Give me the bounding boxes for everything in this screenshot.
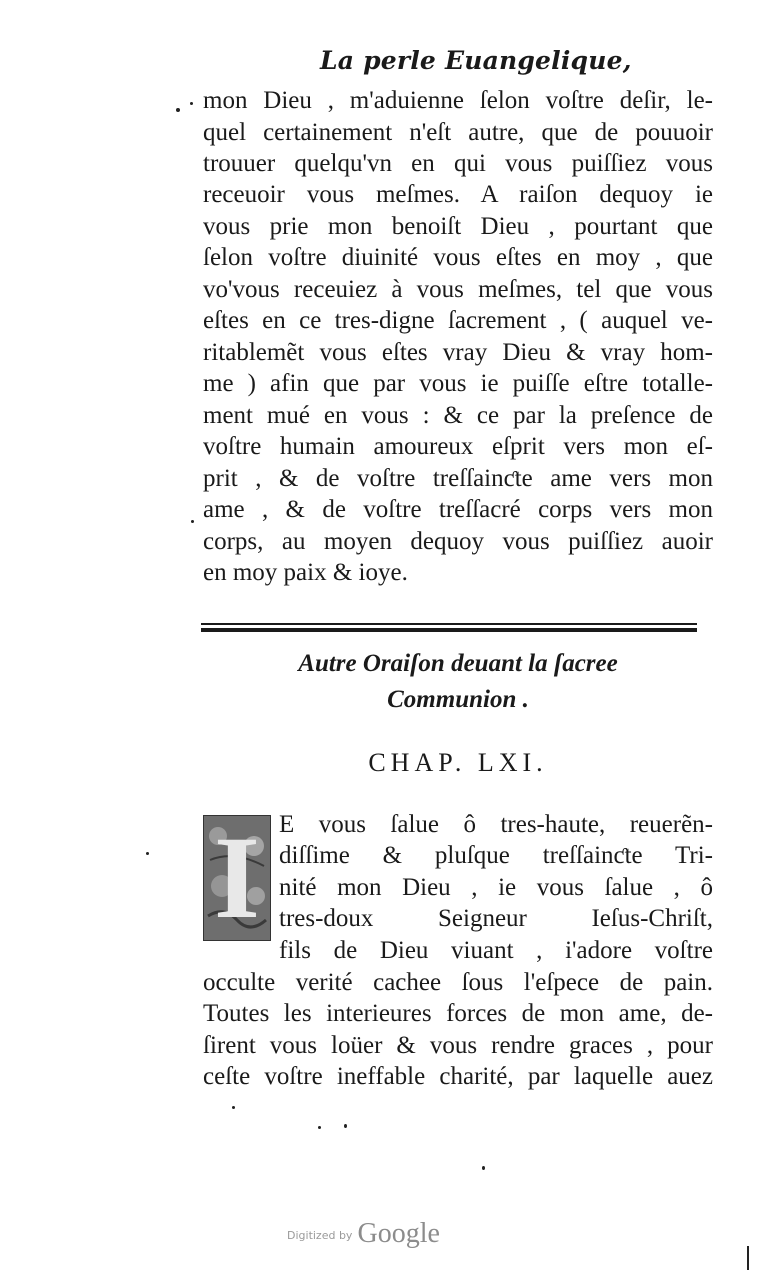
ornamental-initial bbox=[203, 815, 271, 941]
digitization-watermark bbox=[287, 1218, 440, 1250]
section-title-line-1: Autre Oraiſon deuant la ſacree bbox=[298, 650, 618, 677]
drop-cap-letter: I bbox=[214, 815, 260, 941]
text-line: ment mué en vous : & ce par la preſence de bbox=[203, 402, 713, 429]
watermark-prefix: Digitized by bbox=[287, 1229, 353, 1242]
text-line: nité mon Dieu , ie vous ſalue , ô bbox=[279, 874, 713, 901]
text-line: me ) afin que par vous ie puiſſe eſtre totalle- bbox=[203, 370, 713, 397]
text-line: eſtes en ce tres-digne ſacrement , ( auquel ve- bbox=[203, 307, 713, 334]
text-line: quel certainement n'eſt autre, que de pouuoir bbox=[203, 119, 713, 146]
section-divider-thin bbox=[201, 623, 697, 625]
chapter-heading: CHAP. LXI. bbox=[368, 748, 548, 777]
scan-speck bbox=[232, 1106, 235, 1109]
scan-speck bbox=[482, 1166, 485, 1170]
scan-speck bbox=[146, 852, 149, 855]
running-head: La perle Euangelique, bbox=[320, 46, 632, 75]
text-line: fils de Dieu viuant , i'adore voſtre bbox=[279, 937, 713, 964]
text-line: tres-doux Seigneur Ieſus-Chriſt, bbox=[279, 905, 713, 932]
page-edge-mark bbox=[747, 1246, 749, 1270]
text-line: mon Dieu , m'aduienne ſelon voſtre deſir, le- bbox=[203, 87, 713, 114]
scan-speck bbox=[318, 1126, 321, 1129]
scan-speck bbox=[344, 1124, 347, 1128]
text-line: ſelon voſtre diuinité vous eſtes en moy , que bbox=[203, 244, 713, 271]
text-line: ritablemẽt vous eſtes vray Dieu & vray hom- bbox=[203, 339, 713, 366]
text-line: vo'vous receuiez à vous meſmes, tel que vous bbox=[203, 276, 713, 303]
text-line: prit , & de voſtre treſſainƈte ame vers mon bbox=[203, 465, 713, 492]
text-line: corps, au moyen dequoy vous puiſſiez auoir bbox=[203, 528, 713, 555]
section-divider-thick bbox=[201, 628, 697, 632]
watermark-brand: Google bbox=[357, 1218, 440, 1249]
scan-speck bbox=[176, 108, 180, 112]
text-line: diſſime & pluſque treſſainƈte Tri- bbox=[279, 842, 713, 869]
scan-speck bbox=[191, 520, 194, 523]
text-line: voſtre humain amoureux eſprit vers mon eſ- bbox=[203, 433, 713, 460]
text-line: occulte verité cachee ſous l'eſpece de pain. bbox=[203, 969, 713, 996]
text-line: en moy paix & ioye. bbox=[203, 559, 408, 586]
text-line: receuoir vous meſmes. A raiſon dequoy ie bbox=[203, 181, 713, 208]
text-line: trouuer quelqu'vn en qui vous puiſſiez vous bbox=[203, 150, 713, 177]
text-line: ame , & de voſtre treſſacré corps vers mon bbox=[203, 496, 713, 523]
text-line: ceſte voſtre ineffable charité, par laquelle auez bbox=[203, 1063, 713, 1090]
section-title-line-2: Communion . bbox=[387, 686, 529, 713]
scan-speck bbox=[190, 102, 193, 105]
text-line: vous prie mon benoiſt Dieu , pourtant que bbox=[203, 213, 713, 240]
text-line: ſirent vous loüer & vous rendre graces , pour bbox=[203, 1032, 713, 1059]
text-line: E vous ſalue ô tres-haute, reuerẽn- bbox=[279, 811, 713, 838]
text-line: Toutes les interieures forces de mon ame, de- bbox=[203, 1000, 713, 1027]
